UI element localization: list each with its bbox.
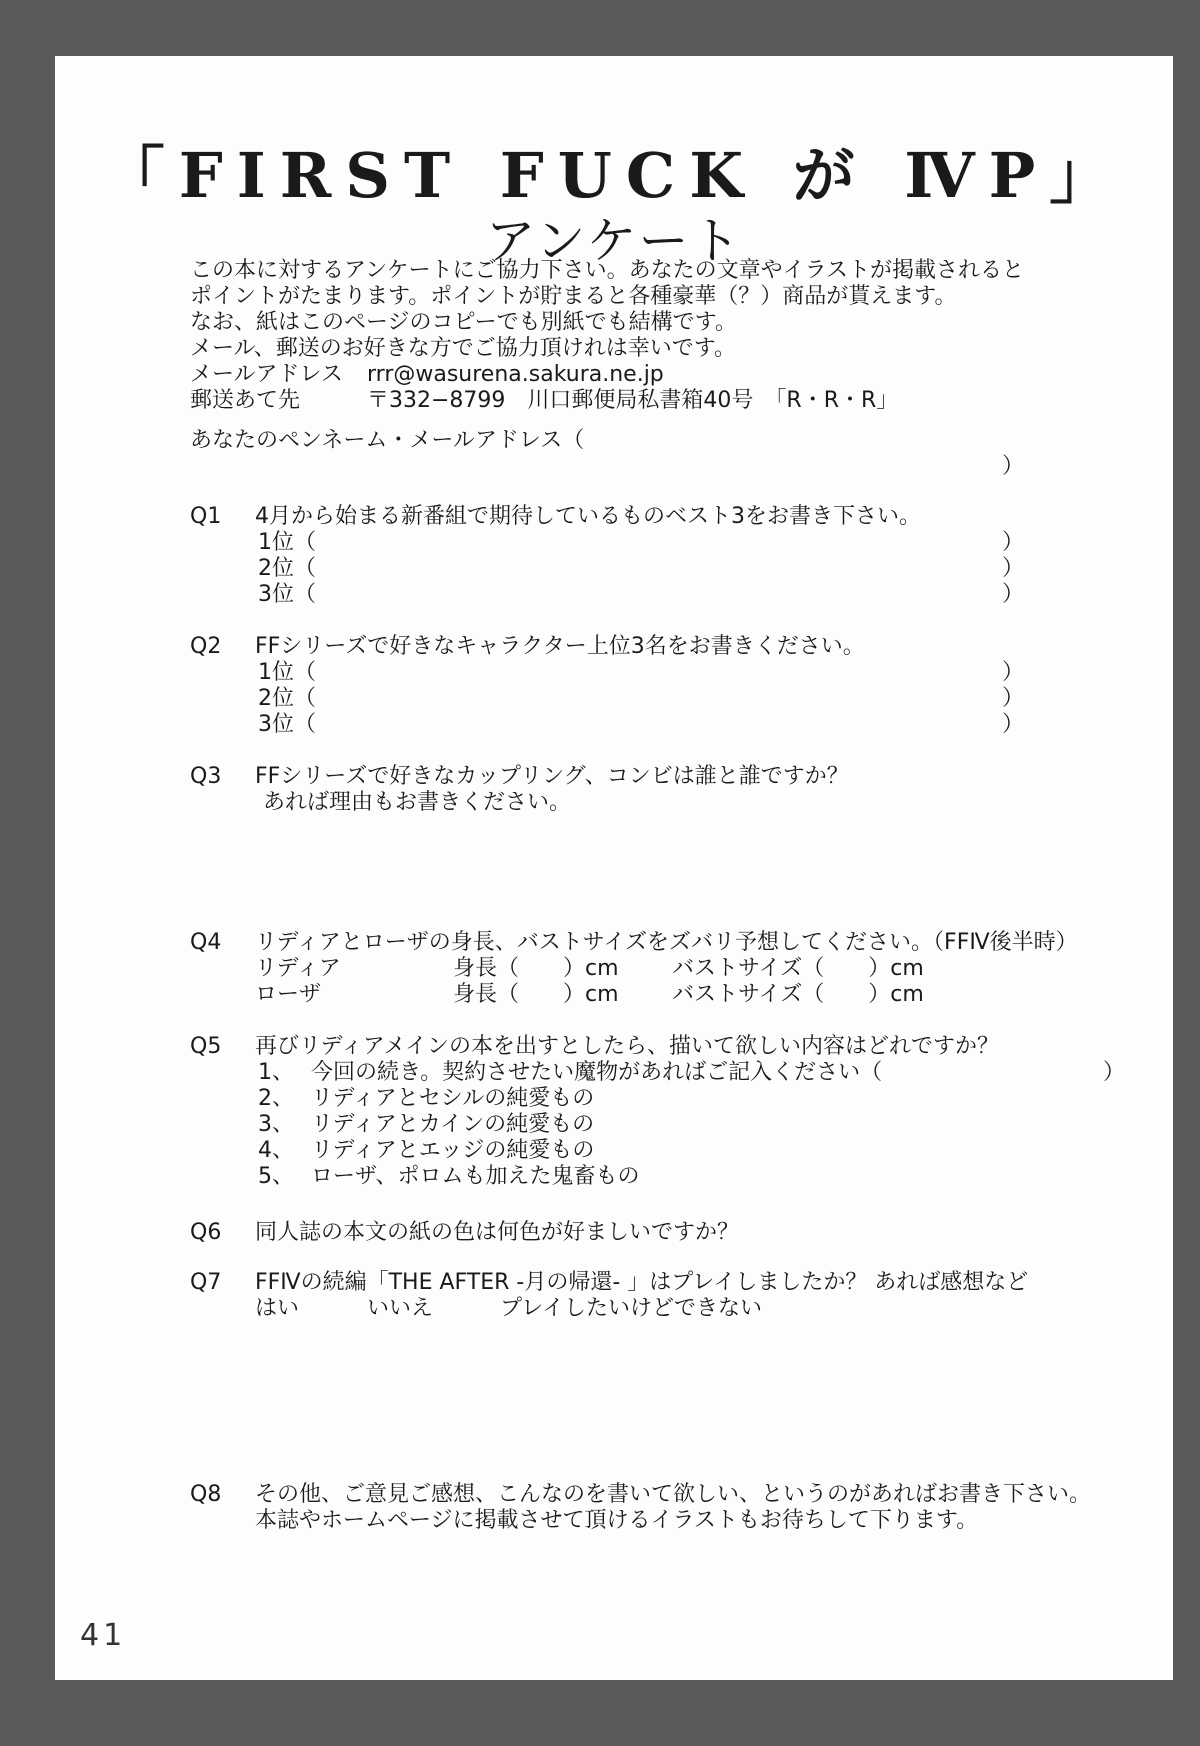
penname-label: あなたのペンネーム・メールアドレス（ [190,428,585,453]
q4-rosa-height: 身長（ ）cm [453,982,619,1007]
q7-choice-want: プレイしたいけどできない [500,1296,763,1321]
q8-number: Q8 [190,1482,222,1507]
q5-option-1-number: 1、 [258,1060,294,1085]
q5-option-5: ローザ、ポロムも加えた鬼畜もの [311,1164,640,1189]
q4-number: Q4 [190,930,222,955]
q8-text: その他、ご意見ご感想、こんなのを書いて欲しい、というのがあればお書き下さい。 [255,1482,1092,1507]
q3-text-2: あれば理由もお書きください。 [263,790,572,815]
q5-number: Q5 [190,1034,222,1059]
post-label: 郵送あて先 [190,388,301,413]
q7-text: FFⅣの続編「THE AFTER -月の帰還- 」はプレイしましたか？ あれば感想など [255,1270,1029,1295]
q3-number: Q3 [190,764,222,789]
q2-close-2: ） [1002,686,1025,711]
page-number: 41 [80,1618,127,1653]
q1-rank-1: 1位（ [258,530,316,555]
q1-number: Q1 [190,504,222,529]
q1-text: 4月から始まる新番組で期待しているものベスト3をお書き下さい。 [255,504,921,529]
post-address: 〒332−8799 川口郵便局私書箱40号 「R・R・R」 [367,388,899,413]
q2-close-3: ） [1002,712,1025,737]
q2-number: Q2 [190,634,222,659]
q2-rank-2: 2位（ [258,686,316,711]
q6-number: Q6 [190,1220,222,1245]
q3-text: FFシリーズで好きなカップリング、コンビは誰と誰ですか？ [255,764,849,789]
q4-lydia-bust: バストサイズ（ ）cm [672,956,924,981]
q4-rosa-bust: バストサイズ（ ）cm [672,982,924,1007]
q4-lydia-name: リディア [255,956,341,981]
q1-rank-2: 2位（ [258,556,316,581]
q5-option-2-number: 2、 [258,1086,294,1111]
penname-close: ） [1002,454,1025,479]
q8-text-2: 本誌やホームページに掲載させて頂けるイラストもお待ちして下ります。 [255,1508,979,1533]
page-title: 「FIRST FUCK が ⅣP」 [102,139,1126,212]
q7-choice-yes: はい [255,1296,300,1321]
q1-rank-3: 3位（ [258,582,316,607]
q4-rosa-name: ローザ [255,982,322,1007]
q5-option-1-close: ） [1103,1060,1126,1085]
intro-line-3: なお、紙はこのページのコピーでも別紙でも結構です。 [190,310,737,335]
q1-close-1: ） [1002,530,1025,555]
intro-line-1: この本に対するアンケートにご協力下さい。あなたの文章やイラストが掲載されると [190,258,1025,283]
q2-close-1: ） [1002,660,1025,685]
q2-rank-1: 1位（ [258,660,316,685]
intro-line-2: ポイントがたまります。ポイントが貯まると各種豪華（？）商品が貰えます。 [190,284,957,309]
q7-choice-no: いいえ [367,1296,434,1321]
q2-rank-3: 3位（ [258,712,316,737]
q1-close-3: ） [1002,582,1025,607]
q5-option-1: 今回の続き。契約させたい魔物があればご記入ください（ [311,1060,883,1085]
q1-close-2: ） [1002,556,1025,581]
q4-lydia-height: 身長（ ）cm [453,956,619,981]
q5-option-4: リディアとエッジの純愛もの [311,1138,595,1163]
q2-text: FFシリーズで好きなキャラクター上位3名をお書きください。 [255,634,865,659]
q5-option-3: リディアとカインの純愛もの [311,1112,595,1137]
q5-option-2: リディアとセシルの純愛もの [311,1086,595,1111]
page-subtitle: アンケート [485,212,743,270]
q5-option-4-number: 4、 [258,1138,294,1163]
q4-text: リディアとローザの身長、バストサイズをズバリ予想してください。（FFⅣ後半時） [255,930,1078,955]
q5-option-3-number: 3、 [258,1112,294,1137]
mail-address: rrr@wasurena.sakura.ne.jp [367,362,664,387]
q5-option-5-number: 5、 [258,1164,294,1189]
intro-line-4: メール、郵送のお好きな方でご協力頂けれは幸いです。 [190,336,737,361]
q7-number: Q7 [190,1270,222,1295]
mail-label: メールアドレス [190,362,343,387]
q6-text: 同人誌の本文の紙の色は何色が好ましいですか？ [255,1220,740,1245]
q5-text: 再びリディアメインの本を出すとしたら、描いて欲しい内容はどれですか？ [255,1034,1000,1059]
questionnaire-page [55,56,1173,1680]
